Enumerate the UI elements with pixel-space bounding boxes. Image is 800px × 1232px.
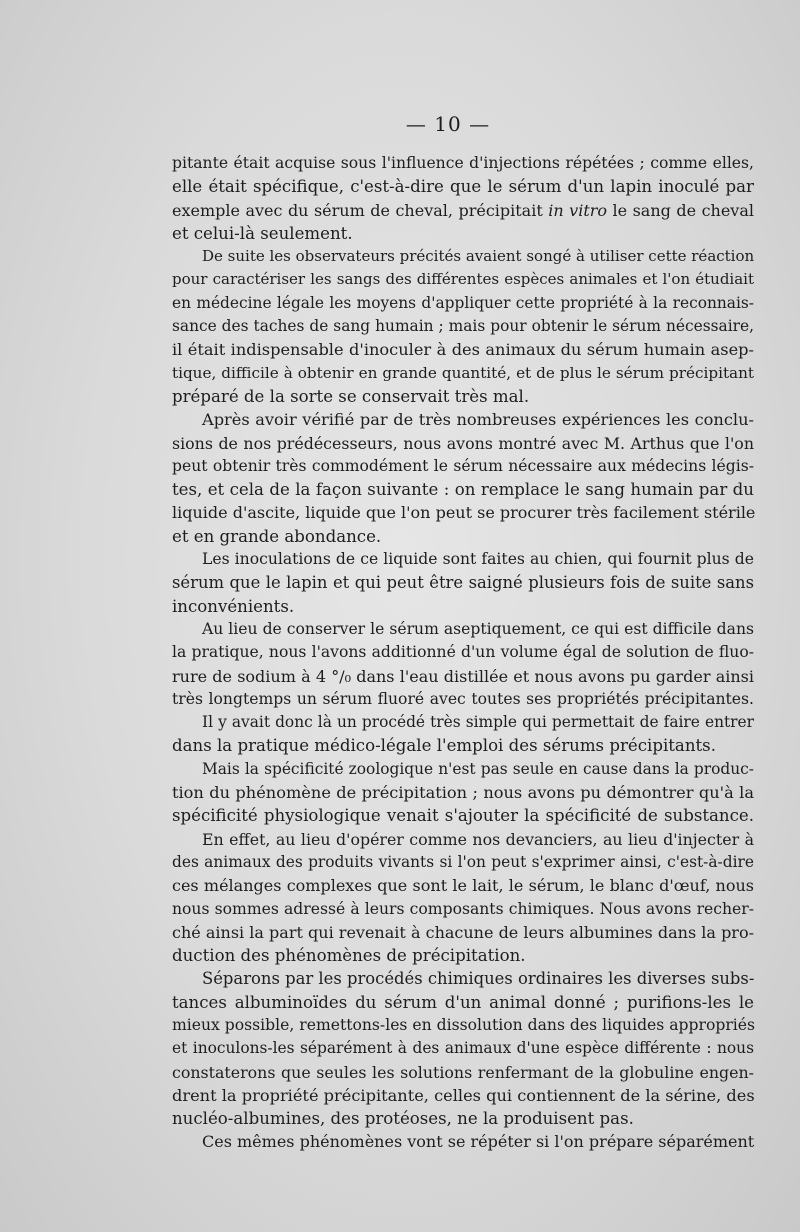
text-line: constaterons que seules les solutions renfermant de la globuline engen-	[172, 1062, 754, 1082]
text-line: sérum que le lapin et qui peut être saigné plusieurs fois de suite sans	[172, 573, 754, 593]
text-line: et celui-là seulement.	[172, 223, 353, 243]
text-line: liquide d'ascite, liquide que l'on peut se procurer très facilement stérile	[172, 503, 756, 523]
text-line: la pratique, nous l'avons additionné d'un volume égal de solution de fluo-	[172, 643, 754, 662]
text-line: En effet, au lieu d'opérer comme nos devanciers, au lieu d'injecter à	[202, 829, 754, 849]
text-line: mieux possible, remettons-les en dissolution dans des liquides appropriés	[172, 1015, 756, 1034]
text-line: tique, difficile à obtenir en grande quantité, et de plus le sérum précipitant	[172, 363, 754, 382]
text-line: duction des phénomènes de précipitation.	[172, 946, 526, 966]
text-line: exemple avec du sérum de cheval, précipitait in vitro le sang de cheval	[172, 200, 754, 220]
text-line: Au lieu de conserver le sérum aseptiquement, ce qui est difficile dans	[202, 619, 754, 638]
text-line: sions de nos prédécesseurs, nous avons montré avec M. Arthus que l'on	[172, 433, 754, 453]
text-line: peut obtenir très commodément le sérum nécessaire aux médecins légis-	[172, 456, 754, 475]
text-line: il était indispensable d'inoculer à des animaux du sérum humain asep-	[172, 340, 754, 360]
text-line: Mais la spécificité zoologique n'est pas seule en cause dans la produc-	[202, 759, 754, 778]
text-line: et inoculons-les séparément à des animaux d'une espèce différente : nous	[172, 1039, 754, 1058]
paragraph	[172, 758, 754, 828]
text-line: dans la pratique médico-légale l'emploi des sérums précipitants.	[172, 736, 716, 756]
text-line: Séparons par les procédés chimiques ordinaires les diverses subs-	[202, 969, 755, 989]
text-line: Après avoir vérifié par de très nombreuses expériences les conclu-	[202, 410, 754, 430]
text-line: pour caractériser les sangs des différentes espèces animales et l'on étudiait	[172, 270, 754, 289]
paragraph	[172, 152, 754, 245]
paragraph	[172, 711, 754, 758]
paragraph	[172, 618, 754, 711]
text-line: ché ainsi la part qui revenait à chacune de leurs albumines dans la pro-	[172, 922, 754, 942]
text-line: et en grande abondance.	[172, 526, 382, 546]
text-line: en médecine légale les moyens d'appliquer cette propriété à la reconnais-	[172, 293, 754, 312]
text-line: pitante était acquise sous l'influence d'injections répétées ; comme elles,	[172, 154, 754, 172]
paragraph	[172, 408, 754, 548]
paragraph	[172, 1130, 754, 1153]
italic-term: in vitro	[548, 200, 608, 220]
page-number: — 10 —	[405, 112, 491, 136]
text-line: tion du phénomène de précipitation ; nous avons pu démontrer qu'à la	[172, 783, 754, 803]
paragraph	[172, 548, 754, 618]
body-text	[172, 152, 754, 1154]
text-line: sance des taches de sang humain ; mais pour obtenir le sérum nécessaire,	[172, 317, 754, 336]
text-line: elle était spécifique, c'est-à-dire que le sérum d'un lapin inoculé par	[172, 177, 754, 197]
text-line: Les inoculations de ce liquide sont faites au chien, qui fournit plus de	[202, 550, 754, 569]
text-line: nous sommes adressé à leurs composants chimiques. Nous avons recher-	[172, 899, 754, 918]
text-line: tes, et cela de la façon suivante : on remplace le sang humain par du	[172, 480, 754, 500]
text-line: préparé de la sorte se conservait très mal.	[172, 386, 530, 406]
paragraph	[172, 967, 754, 1130]
text-line: spécificité physiologique venait s'ajouter la spécificité de substance.	[172, 806, 754, 826]
text-line: inconvénients.	[172, 596, 295, 616]
text-line: Il y avait donc là un procédé très simple qui permettait de faire entrer	[202, 713, 754, 732]
paragraph	[172, 828, 754, 968]
text-line: nucléo-albumines, des protéoses, ne la produisent pas.	[172, 1109, 634, 1129]
text-line: drent la propriété précipitante, celles qui contiennent de la sérine, des	[172, 1085, 755, 1105]
text-line: rure de sodium à 4 °/₀ dans l'eau distillée et nous avons pu garder ainsi	[172, 666, 754, 686]
text-line: très longtemps un sérum fluoré avec toutes ses propriétés précipitantes.	[172, 689, 754, 708]
paragraph	[172, 245, 754, 408]
text-line: ces mélanges complexes que sont le lait, le sérum, le blanc d'œuf, nous	[172, 876, 754, 896]
text-line: Ces mêmes phénomènes vont se répéter si l'on prépare séparément	[202, 1132, 755, 1152]
text-line: De suite les observateurs précités avaient songé à utiliser cette réaction	[202, 247, 755, 266]
text-line: des animaux des produits vivants si l'on peut s'exprimer ainsi, c'est-à-dire	[172, 852, 754, 871]
text-line: tances albuminoïdes du sérum d'un animal donné ; purifions-les le	[172, 992, 754, 1012]
